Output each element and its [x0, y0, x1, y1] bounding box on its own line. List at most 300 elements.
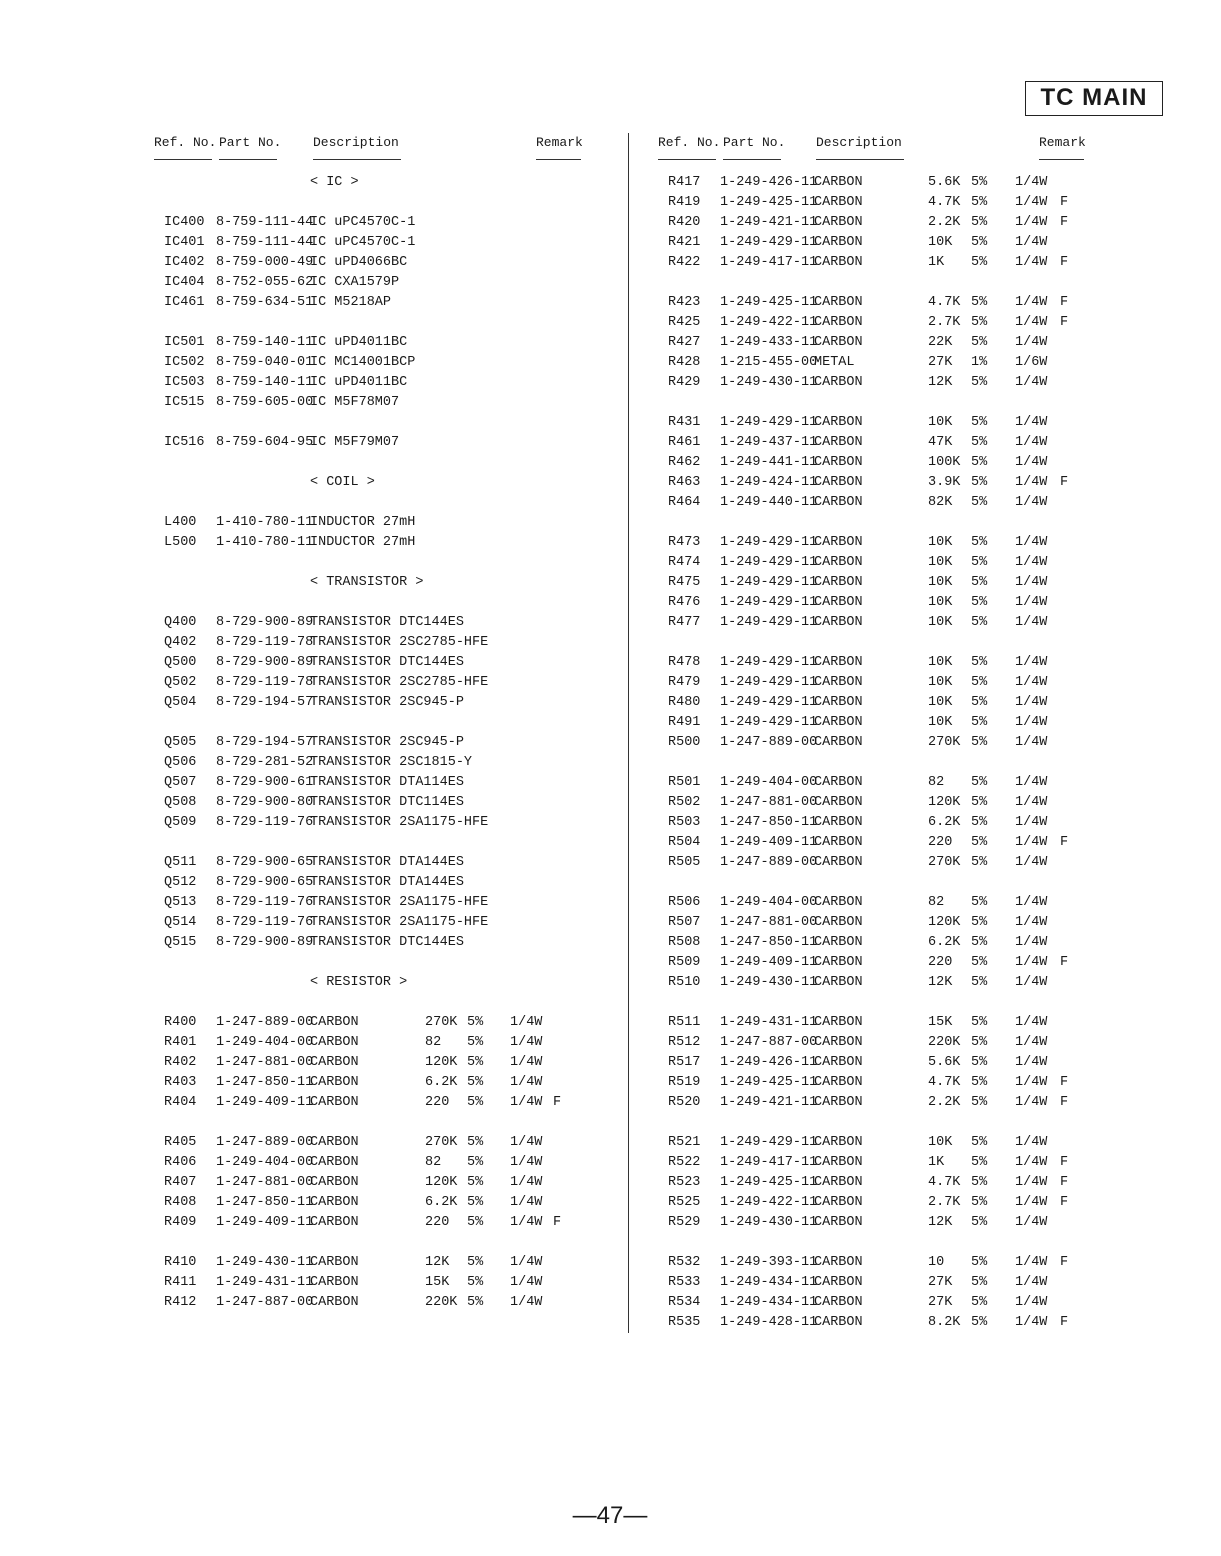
- description: CARBON: [310, 1255, 359, 1270]
- description: TRANSISTOR 2SC1815-Y: [310, 755, 473, 770]
- part-row: [148, 1093, 588, 1113]
- value: 4.7K: [928, 1075, 961, 1090]
- ref-no: R474: [668, 555, 701, 570]
- tolerance: 5%: [971, 575, 988, 590]
- tolerance: 1%: [971, 355, 988, 370]
- description: CARBON: [814, 1295, 863, 1310]
- power-rating: 1/4W: [510, 1095, 543, 1110]
- tolerance: 5%: [467, 1255, 484, 1270]
- description: CARBON: [814, 375, 863, 390]
- part-no: 1-249-429-11: [720, 235, 818, 250]
- part-no: 8-729-900-65: [216, 855, 314, 870]
- part-row: [652, 713, 1092, 733]
- ref-no: R410: [164, 1255, 197, 1270]
- part-no: 1-247-887-00: [216, 1295, 314, 1310]
- header-underline: [313, 159, 401, 160]
- ref-no: R517: [668, 1055, 701, 1070]
- tolerance: 5%: [971, 1175, 988, 1190]
- value: 10K: [928, 695, 953, 710]
- part-row: [148, 293, 588, 313]
- ref-no: R504: [668, 835, 701, 850]
- description: CARBON: [814, 795, 863, 810]
- part-row: [652, 573, 1092, 593]
- description: CARBON: [814, 535, 863, 550]
- value: 82K: [928, 495, 953, 510]
- power-rating: 1/4W: [510, 1175, 543, 1190]
- value: 220: [425, 1215, 450, 1230]
- tolerance: 5%: [467, 1195, 484, 1210]
- value: 8.2K: [928, 1315, 961, 1330]
- part-row: [652, 1213, 1092, 1233]
- remark: F: [1060, 1255, 1069, 1270]
- power-rating: 1/4W: [1015, 915, 1048, 930]
- part-no: 1-247-881-00: [216, 1175, 314, 1190]
- description: CARBON: [814, 615, 863, 630]
- part-row: [652, 793, 1092, 813]
- power-rating: 1/4W: [1015, 535, 1048, 550]
- power-rating: 1/4W: [1015, 335, 1048, 350]
- tolerance: 5%: [971, 1075, 988, 1090]
- ref-no: R512: [668, 1035, 701, 1050]
- part-row: [652, 333, 1092, 353]
- value: 10K: [928, 415, 953, 430]
- power-rating: 1/4W: [1015, 595, 1048, 610]
- value: 270K: [425, 1135, 458, 1150]
- power-rating: 1/4W: [1015, 975, 1048, 990]
- header-ref-no: Ref. No.: [658, 135, 721, 150]
- tolerance: 5%: [467, 1135, 484, 1150]
- ref-no: R477: [668, 615, 701, 630]
- power-rating: 1/4W: [1015, 895, 1048, 910]
- description: CARBON: [814, 715, 863, 730]
- ref-no: Q515: [164, 935, 197, 950]
- part-no: 8-729-119-78: [216, 675, 314, 690]
- remark: F: [553, 1215, 562, 1230]
- ref-no: R529: [668, 1215, 701, 1230]
- part-row: [652, 953, 1092, 973]
- power-rating: 1/4W: [1015, 1275, 1048, 1290]
- ref-no: R464: [668, 495, 701, 510]
- value: 5.6K: [928, 175, 961, 190]
- power-rating: 1/4W: [1015, 675, 1048, 690]
- part-no: 1-249-425-11: [720, 1175, 818, 1190]
- tolerance: 5%: [971, 455, 988, 470]
- part-no: 1-249-429-11: [720, 595, 818, 610]
- tolerance: 5%: [467, 1295, 484, 1310]
- value: 15K: [425, 1275, 450, 1290]
- ref-no: R462: [668, 455, 701, 470]
- ref-no: R409: [164, 1215, 197, 1230]
- value: 47K: [928, 435, 953, 450]
- part-row: [652, 1033, 1092, 1053]
- ref-no: R510: [668, 975, 701, 990]
- ref-no: R480: [668, 695, 701, 710]
- part-no: 1-249-431-11: [216, 1275, 314, 1290]
- value: 4.7K: [928, 195, 961, 210]
- ref-no: L400: [164, 515, 197, 530]
- tolerance: 5%: [971, 1295, 988, 1310]
- part-row: [652, 913, 1092, 933]
- value: 10K: [928, 715, 953, 730]
- part-no: 8-729-119-78: [216, 635, 314, 650]
- ref-no: Q506: [164, 755, 197, 770]
- tolerance: 5%: [971, 175, 988, 190]
- description: CARBON: [814, 855, 863, 870]
- part-no: 1-249-393-11: [720, 1255, 818, 1270]
- description: CARBON: [814, 775, 863, 790]
- tolerance: 5%: [467, 1275, 484, 1290]
- value: 12K: [928, 375, 953, 390]
- description: CARBON: [814, 915, 863, 930]
- ref-no: Q509: [164, 815, 197, 830]
- row-spacer: [148, 833, 588, 853]
- part-row: [652, 213, 1092, 233]
- header-remark: Remark: [1039, 135, 1086, 150]
- value: 5.6K: [928, 1055, 961, 1070]
- description: CARBON: [814, 315, 863, 330]
- part-no: 1-247-850-11: [720, 815, 818, 830]
- description: CARBON: [814, 835, 863, 850]
- part-no: 8-759-140-11: [216, 375, 314, 390]
- part-row: [148, 1173, 588, 1193]
- description: CARBON: [814, 1315, 863, 1330]
- tolerance: 5%: [971, 235, 988, 250]
- tolerance: 5%: [971, 715, 988, 730]
- description: IC uPC4570C-1: [310, 215, 416, 230]
- power-rating: 1/4W: [1015, 1015, 1048, 1030]
- part-no: 8-729-119-76: [216, 895, 314, 910]
- ref-no: R532: [668, 1255, 701, 1270]
- description: INDUCTOR 27mH: [310, 515, 416, 530]
- part-no: 8-759-605-00: [216, 395, 314, 410]
- part-row: [148, 1293, 588, 1313]
- part-no: 8-759-040-01: [216, 355, 314, 370]
- part-row: [148, 693, 588, 713]
- power-rating: 1/4W: [1015, 215, 1048, 230]
- tolerance: 5%: [971, 695, 988, 710]
- description: CARBON: [310, 1075, 359, 1090]
- value: 82: [928, 775, 945, 790]
- part-no: 1-249-429-11: [720, 535, 818, 550]
- part-no: 1-249-404-00: [216, 1035, 314, 1050]
- part-no: 1-249-409-11: [720, 835, 818, 850]
- power-rating: 1/4W: [1015, 795, 1048, 810]
- value: 4.7K: [928, 295, 961, 310]
- remark: F: [1060, 1315, 1069, 1330]
- description: IC M5F78M07: [310, 395, 400, 410]
- description: CARBON: [814, 695, 863, 710]
- row-spacer: [148, 493, 588, 513]
- part-no: 1-247-889-00: [216, 1135, 314, 1150]
- value: 10K: [928, 655, 953, 670]
- power-rating: 1/4W: [1015, 835, 1048, 850]
- description: CARBON: [814, 1135, 863, 1150]
- part-row: [148, 1193, 588, 1213]
- part-row: [652, 593, 1092, 613]
- value: 10K: [928, 1135, 953, 1150]
- part-no: 1-249-409-11: [216, 1095, 314, 1110]
- row-spacer: [148, 1233, 588, 1253]
- part-row: [148, 253, 588, 273]
- description: CARBON: [814, 435, 863, 450]
- description: CARBON: [814, 235, 863, 250]
- ref-no: Q502: [164, 675, 197, 690]
- category-heading: [148, 173, 588, 193]
- tolerance: 5%: [971, 535, 988, 550]
- description: TRANSISTOR DTC144ES: [310, 615, 464, 630]
- part-no: 1-249-409-11: [216, 1215, 314, 1230]
- description: TRANSISTOR DTC144ES: [310, 655, 464, 670]
- description: CARBON: [814, 1095, 863, 1110]
- part-no: 1-249-429-11: [720, 655, 818, 670]
- ref-no: R473: [668, 535, 701, 550]
- power-rating: 1/6W: [1015, 355, 1048, 370]
- part-no: 1-249-424-11: [720, 475, 818, 490]
- tolerance: 5%: [971, 955, 988, 970]
- power-rating: 1/4W: [510, 1155, 543, 1170]
- power-rating: 1/4W: [1015, 235, 1048, 250]
- tolerance: 5%: [467, 1095, 484, 1110]
- ref-no: R427: [668, 335, 701, 350]
- value: 220K: [928, 1035, 961, 1050]
- remark: F: [1060, 1155, 1069, 1170]
- part-row: [652, 1153, 1092, 1173]
- row-spacer: [652, 273, 1092, 293]
- power-rating: 1/4W: [1015, 195, 1048, 210]
- power-rating: 1/4W: [1015, 955, 1048, 970]
- part-no: 1-247-850-11: [216, 1075, 314, 1090]
- ref-no: IC516: [164, 435, 205, 450]
- tolerance: 5%: [467, 1015, 484, 1030]
- value: 10K: [928, 555, 953, 570]
- ref-no: IC404: [164, 275, 205, 290]
- description: CARBON: [814, 675, 863, 690]
- description: CARBON: [310, 1035, 359, 1050]
- remark: F: [1060, 955, 1069, 970]
- ref-no: R423: [668, 295, 701, 310]
- part-row: [652, 613, 1092, 633]
- part-row: [148, 1273, 588, 1293]
- tolerance: 5%: [971, 595, 988, 610]
- part-no: 1-249-430-11: [216, 1255, 314, 1270]
- header-underline: [154, 159, 212, 160]
- power-rating: 1/4W: [1015, 495, 1048, 510]
- description: CARBON: [310, 1215, 359, 1230]
- remark: F: [1060, 195, 1069, 210]
- part-no: 1-249-434-11: [720, 1295, 818, 1310]
- tolerance: 5%: [971, 415, 988, 430]
- part-row: [652, 453, 1092, 473]
- section-title-badge: TC MAIN: [1025, 81, 1163, 116]
- power-rating: 1/4W: [1015, 435, 1048, 450]
- description: TRANSISTOR 2SC2785-HFE: [310, 675, 489, 690]
- part-row: [148, 273, 588, 293]
- value: 6.2K: [928, 935, 961, 950]
- ref-no: IC501: [164, 335, 205, 350]
- ref-no: R429: [668, 375, 701, 390]
- description: CARBON: [310, 1055, 359, 1070]
- part-row: [652, 673, 1092, 693]
- tolerance: 5%: [971, 1215, 988, 1230]
- tolerance: 5%: [971, 255, 988, 270]
- part-no: 1-249-440-11: [720, 495, 818, 510]
- part-row: [652, 833, 1092, 853]
- ref-no: Q402: [164, 635, 197, 650]
- category-heading: [148, 973, 588, 993]
- part-row: [652, 413, 1092, 433]
- category-heading: [148, 473, 588, 493]
- part-no: 1-247-850-11: [720, 935, 818, 950]
- parts-list-left: [148, 173, 588, 1313]
- parts-column-right: [652, 133, 1092, 1333]
- part-row: [652, 1253, 1092, 1273]
- remark: F: [553, 1095, 562, 1110]
- tolerance: 5%: [971, 1035, 988, 1050]
- power-rating: 1/4W: [1015, 315, 1048, 330]
- header-remark: Remark: [536, 135, 583, 150]
- value: 2.7K: [928, 315, 961, 330]
- part-row: [652, 933, 1092, 953]
- part-no: 1-249-421-11: [720, 1095, 818, 1110]
- part-no: 8-752-055-62: [216, 275, 314, 290]
- ref-no: Q514: [164, 915, 197, 930]
- header-description: Description: [313, 135, 399, 150]
- power-rating: 1/4W: [510, 1215, 543, 1230]
- part-no: 1-249-422-11: [720, 1195, 818, 1210]
- description: CARBON: [814, 1175, 863, 1190]
- ref-no: R403: [164, 1075, 197, 1090]
- part-row: [652, 1133, 1092, 1153]
- part-no: 8-729-281-52: [216, 755, 314, 770]
- tolerance: 5%: [971, 495, 988, 510]
- row-spacer: [652, 633, 1092, 653]
- ref-no: R406: [164, 1155, 197, 1170]
- part-no: 1-247-881-00: [720, 795, 818, 810]
- tolerance: 5%: [467, 1175, 484, 1190]
- description: IC uPC4570C-1: [310, 235, 416, 250]
- row-spacer: [652, 873, 1092, 893]
- part-row: [148, 793, 588, 813]
- part-row: [652, 1293, 1092, 1313]
- part-no: 1-249-404-00: [720, 775, 818, 790]
- row-spacer: [652, 993, 1092, 1013]
- power-rating: 1/4W: [1015, 655, 1048, 670]
- part-row: [652, 1273, 1092, 1293]
- part-no: 1-249-429-11: [720, 1135, 818, 1150]
- part-no: 8-759-604-95: [216, 435, 314, 450]
- part-row: [148, 1253, 588, 1273]
- ref-no: R412: [164, 1295, 197, 1310]
- description: CARBON: [814, 175, 863, 190]
- description: TRANSISTOR DTC144ES: [310, 935, 464, 950]
- description: CARBON: [814, 815, 863, 830]
- part-no: 1-249-429-11: [720, 695, 818, 710]
- tolerance: 5%: [971, 1255, 988, 1270]
- part-no: 1-249-434-11: [720, 1275, 818, 1290]
- value: 22K: [928, 335, 953, 350]
- ref-no: R533: [668, 1275, 701, 1290]
- tolerance: 5%: [467, 1055, 484, 1070]
- header-underline: [723, 159, 781, 160]
- value: 82: [928, 895, 945, 910]
- part-no: 8-729-900-89: [216, 655, 314, 670]
- power-rating: 1/4W: [510, 1195, 543, 1210]
- ref-no: R508: [668, 935, 701, 950]
- part-no: 1-247-889-00: [216, 1015, 314, 1030]
- column-headers-left: [148, 133, 588, 173]
- description: CARBON: [814, 1075, 863, 1090]
- part-row: [652, 693, 1092, 713]
- description: IC uPD4011BC: [310, 335, 408, 350]
- description: CARBON: [310, 1195, 359, 1210]
- part-no: 8-759-140-11: [216, 335, 314, 350]
- power-rating: 1/4W: [1015, 255, 1048, 270]
- ref-no: R509: [668, 955, 701, 970]
- description: CARBON: [814, 575, 863, 590]
- ref-no: R402: [164, 1055, 197, 1070]
- part-row: [652, 1173, 1092, 1193]
- part-no: 8-729-900-65: [216, 875, 314, 890]
- row-spacer: [148, 193, 588, 213]
- ref-no: R511: [668, 1015, 701, 1030]
- ref-no: R419: [668, 195, 701, 210]
- description: CARBON: [310, 1135, 359, 1150]
- part-row: [148, 853, 588, 873]
- ref-no: L500: [164, 535, 197, 550]
- part-no: 1-249-437-11: [720, 435, 818, 450]
- remark: F: [1060, 835, 1069, 850]
- ref-no: R420: [668, 215, 701, 230]
- part-row: [652, 1013, 1092, 1033]
- category-label: < TRANSISTOR >: [310, 575, 424, 590]
- power-rating: 1/4W: [1015, 715, 1048, 730]
- parts-column-left: [148, 133, 588, 1313]
- ref-no: R522: [668, 1155, 701, 1170]
- description: CARBON: [814, 195, 863, 210]
- power-rating: 1/4W: [1015, 1175, 1048, 1190]
- description: IC M5218AP: [310, 295, 392, 310]
- power-rating: 1/4W: [1015, 1255, 1048, 1270]
- part-row: [148, 633, 588, 653]
- part-no: 1-247-881-00: [720, 915, 818, 930]
- power-rating: 1/4W: [510, 1295, 543, 1310]
- power-rating: 1/4W: [510, 1275, 543, 1290]
- ref-no: R501: [668, 775, 701, 790]
- part-row: [652, 293, 1092, 313]
- description: CARBON: [814, 1015, 863, 1030]
- part-row: [148, 733, 588, 753]
- part-row: [148, 333, 588, 353]
- ref-no: R535: [668, 1315, 701, 1330]
- power-rating: 1/4W: [1015, 935, 1048, 950]
- value: 27K: [928, 1275, 953, 1290]
- part-no: 1-247-850-11: [216, 1195, 314, 1210]
- part-no: 8-759-634-51: [216, 295, 314, 310]
- part-row: [652, 473, 1092, 493]
- description: CARBON: [814, 1275, 863, 1290]
- value: 120K: [425, 1175, 458, 1190]
- value: 15K: [928, 1015, 953, 1030]
- part-no: 1-249-417-11: [720, 1155, 818, 1170]
- description: METAL: [814, 355, 855, 370]
- part-row: [148, 393, 588, 413]
- part-row: [148, 893, 588, 913]
- tolerance: 5%: [971, 315, 988, 330]
- part-no: 1-247-889-00: [720, 855, 818, 870]
- part-row: [148, 533, 588, 553]
- value: 2.2K: [928, 215, 961, 230]
- power-rating: 1/4W: [1015, 375, 1048, 390]
